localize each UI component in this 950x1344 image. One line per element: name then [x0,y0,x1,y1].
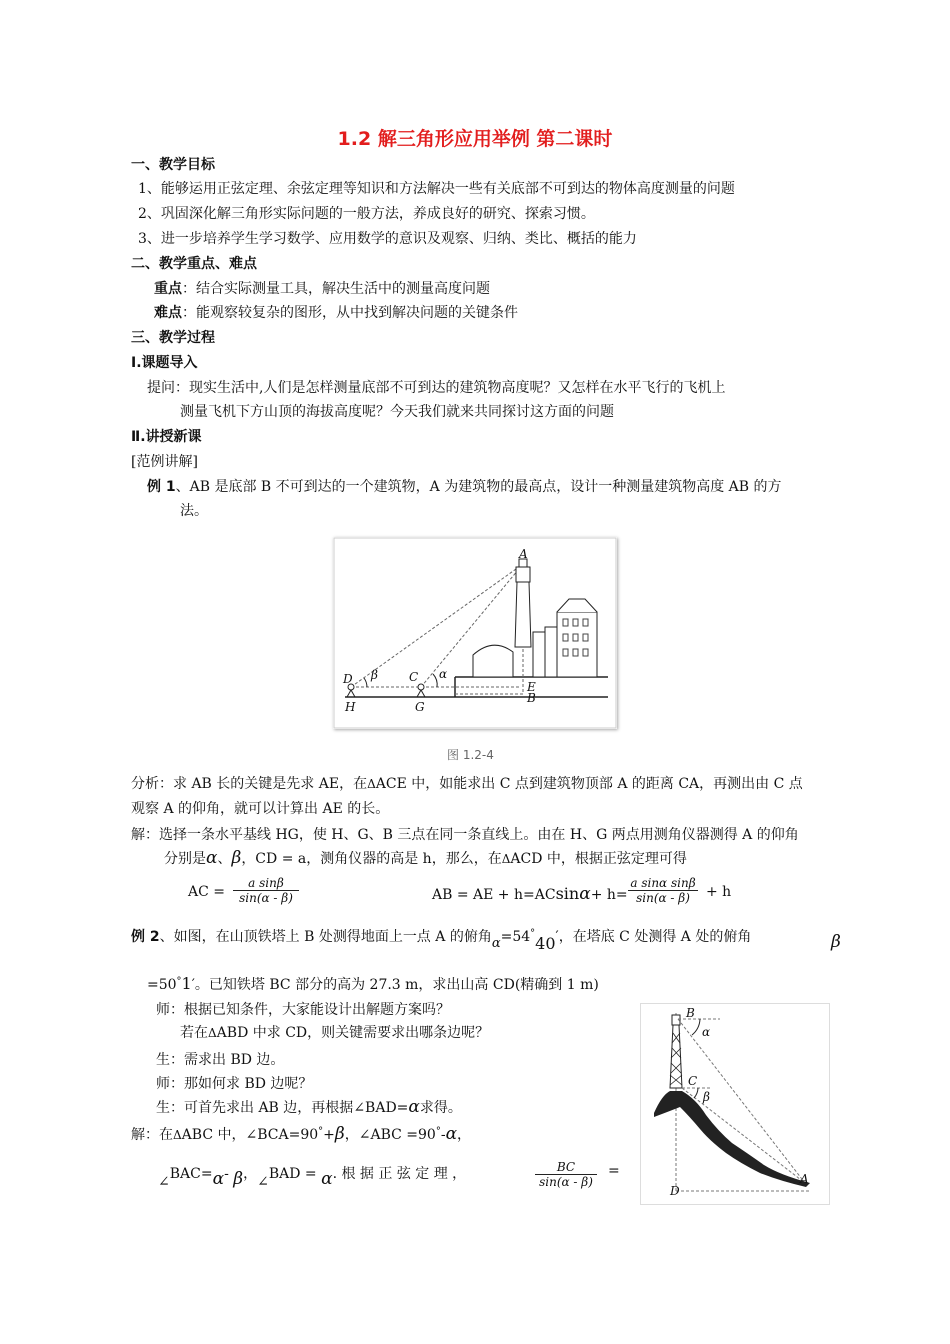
fig2-label-d: D [670,1184,680,1198]
angle-icon: ∠ [158,1174,170,1190]
page-title: 1.2 解三角形应用举例 第二课时 [337,128,613,150]
formula1-numerator: a sinβ [233,876,299,891]
objective-1: 1、能够运用正弦定理、余弦定理等知识和方法解决一些有关底部不可到达的物体高度测量的问题 [138,181,735,197]
example1-line2: 法。 [180,503,208,519]
teacher-line3: 师：那如何求 BD 边呢？ [156,1076,313,1092]
fig1-label-alpha: α [439,667,448,681]
formula1-denominator: sin(α - β) [239,891,293,905]
teacher-line1: 师：根据已知条件，大家能设计出解题方案吗？ [156,1002,450,1018]
key-label: 重点 [154,281,182,297]
example2-line2 [147,974,599,994]
minutes-40: 40 [535,934,556,953]
sol2-text-f: ABC =90 [370,1127,436,1143]
fig1-label-c: C [409,670,419,684]
formula2-text: AB = AE + h=AC [432,887,556,903]
section-objectives-heading: 一、教学目标 [131,157,215,173]
example2-text-c: ，在塔底 C 处测得 A 处的俯角 [558,929,752,945]
formula2-lhs [432,884,628,904]
beta-symbol: β [231,848,242,868]
formula2-fraction [628,876,698,905]
student-line1: 生：需求出 BD 边。 [156,1052,285,1068]
degree-mark: ° [435,1126,441,1137]
mountain-tower-diagram [640,1003,830,1205]
triangle-icon: Δ [367,777,376,791]
solution1-line1: 解：选择一条水平基线 HG，使 H、G、B 三点在同一条直线上。由在 H、G 两点用测角仪器测得 A 的仰角 [131,827,799,843]
sol2-comma: ， [344,1127,359,1143]
alpha-symbol: α [491,936,501,951]
student-text-c: 求得。 [419,1100,462,1116]
sol-text-d: ACD 中，根据正弦定理可得 [510,851,687,867]
sol2-minus: - [440,1127,446,1143]
degree-mark: ° [530,928,536,939]
student-text-b: BAD= [365,1100,409,1116]
example2-line1 [131,926,752,953]
formula1-lhs: AC = [188,884,226,900]
angle-icon: ∠ [358,1127,371,1143]
formula2-denominator: sin(α - β) [636,891,690,905]
example2-text-a: 、如图，在山顶铁塔上 B 处测得地面上一点 A 的俯角 [159,929,492,945]
example2-text-d: =50 [147,977,177,993]
sol2-text-b: ABC 中， [181,1127,246,1143]
student-text-a: 生：可首先求出 AB 边，再根据 [156,1100,354,1116]
example1-line1 [147,476,782,496]
triangle-icon: Δ [501,852,511,866]
sol2-text-c: BCA=90 [257,1127,319,1143]
key-point-line [154,278,490,298]
figure-lighthouse [333,537,617,729]
formula2-plus: + h= [590,887,628,903]
intro-question-line2: 测量飞机下方山顶的海拔高度呢？今天我们就来共同探讨这方面的问题 [180,404,614,420]
formula2-numerator: a sinα sinβ [628,876,698,891]
sol2-comma-2: ， [457,1127,472,1143]
part2-heading: Ⅱ.讲授新课 [131,429,202,445]
solution1-line2 [164,848,687,868]
triangle-icon: Δ [208,1026,217,1040]
fig2-label-b: B [686,1006,695,1020]
analysis-text-a: 分析：求 AB 长的关键是先求 AE，在 [131,776,368,792]
formula1-fraction [233,876,299,905]
key-text: ：结合实际测量工具，解决生活中的测量高度问题 [182,281,490,297]
minutes-1: 1 [181,974,192,993]
fig2-label-c: C [688,1074,698,1088]
section-keypoints-heading: 二、教学重点、难点 [131,256,257,272]
difficult-text: ：能观察较复杂的图形，从中找到解决问题的关键条件 [182,305,518,321]
part1-heading: Ⅰ.课题导入 [131,355,198,371]
alpha-symbol: α [212,1169,225,1189]
fig1-label-g: G [415,700,425,714]
fig1-label-d: D [343,672,353,686]
example1-text: 、AB 是底部 B 不可到达的一个建筑物，A 为建筑物的最高点，设计一种测量建筑物高度 AB 的方 [175,479,782,495]
example1-label: 例 1 [147,479,176,495]
solution2-line1 [131,1124,471,1144]
alpha-symbol: α [408,1097,420,1117]
sol2-text-bac: BAC= [169,1166,213,1182]
figure-mountain-tower [640,1003,830,1205]
difficult-label: 难点 [154,305,182,321]
triangle-icon: Δ [173,1128,182,1142]
beta-symbol: β [831,932,841,952]
fig2-label-beta: β [703,1090,710,1104]
fig1-label-a: A [519,547,528,561]
formula3-numerator: BC [535,1160,597,1175]
angle-icon: ∠ [353,1100,366,1116]
figure1-caption: 图 1.2-4 [447,748,494,762]
degree-mark: ° [176,976,182,987]
examples-subheading: [范例讲解] [131,454,198,470]
formula3-fraction [535,1160,597,1189]
fig2-label-alpha: α [702,1025,711,1039]
difficult-point-line [154,302,518,322]
intro-question-line1: 提问：现实生活中,人们是怎样测量底部不可到达的建筑物高度呢？又怎样在水平飞行的飞机上 [147,380,726,396]
sol-text-a: 分别是 [164,851,206,867]
formula3-equals: = [608,1163,620,1179]
solution2-line2 [158,1163,467,1190]
formula2-tail: + h [706,884,732,900]
student-line2 [156,1097,462,1117]
objective-3: 3、进一步培养学生学习数学、应用数学的意识及观察、归纳、类比、概括的能力 [138,231,637,247]
example2-text-e: 。已知铁塔 BC 部分的高为 27.3 m，求出山高 CD(精确到 1 m) [194,977,599,993]
lighthouse-diagram [333,537,617,729]
fig1-label-beta: β [371,668,378,682]
sol2-comma-3: ， [243,1166,258,1182]
sol2-text-a: 解：在 [131,1127,173,1143]
alpha-symbol: α [206,848,218,868]
teacher-text-a: 若在 [180,1025,208,1041]
formula2-sin: sin [555,884,580,903]
fig1-label-e: E [527,680,536,694]
beta-symbol: β [233,1169,244,1189]
beta-symbol: β [334,1124,345,1144]
angle-icon: ∠ [257,1174,269,1190]
analysis-text-b: ACE 中，如能求出 C 点到建筑物顶部 A 的距离 CA，再测出由 C 点 [375,776,803,792]
sol2-minus-2: - [224,1166,229,1182]
teacher-line2 [180,1022,489,1042]
alpha-symbol: α [579,884,591,904]
sol-text-c: ，CD = a，测角仪器的高是 h，那么，在 [241,851,502,867]
objective-2: 2、巩固深化解三角形实际问题的一般方法，养成良好的研究、探索习惯。 [138,206,595,222]
formula3-denominator: sin(α - β) [539,1175,593,1189]
analysis-line2: 观察 A 的仰角，就可以计算出 AE 的长。 [131,801,390,817]
degree-mark: ° [318,1126,324,1137]
analysis-line1 [131,773,803,793]
alpha-symbol: α [321,1169,333,1189]
sol2-plus: + [323,1127,335,1143]
alpha-symbol: α [445,1124,458,1144]
prime-mark: ′ [555,929,559,945]
fig2-label-a: A [800,1172,809,1186]
prime-mark: ′ [191,977,195,993]
fig1-label-h: H [345,700,356,714]
angle-icon: ∠ [245,1127,258,1143]
sol2-text-sine-law: . 根 据 正 弦 定 理 ， [332,1166,467,1182]
teacher-text-b: ABD 中求 CD，则关键需要求出哪条边呢？ [216,1025,490,1041]
section-process-heading: 三、教学过程 [131,330,215,346]
sol2-text-bad: BAD = [268,1166,317,1182]
example2-label: 例 2 [131,929,160,945]
example2-text-b: =54 [500,929,531,945]
fig1-label-b: B [527,691,536,705]
sol-text-b: 、 [217,851,232,867]
